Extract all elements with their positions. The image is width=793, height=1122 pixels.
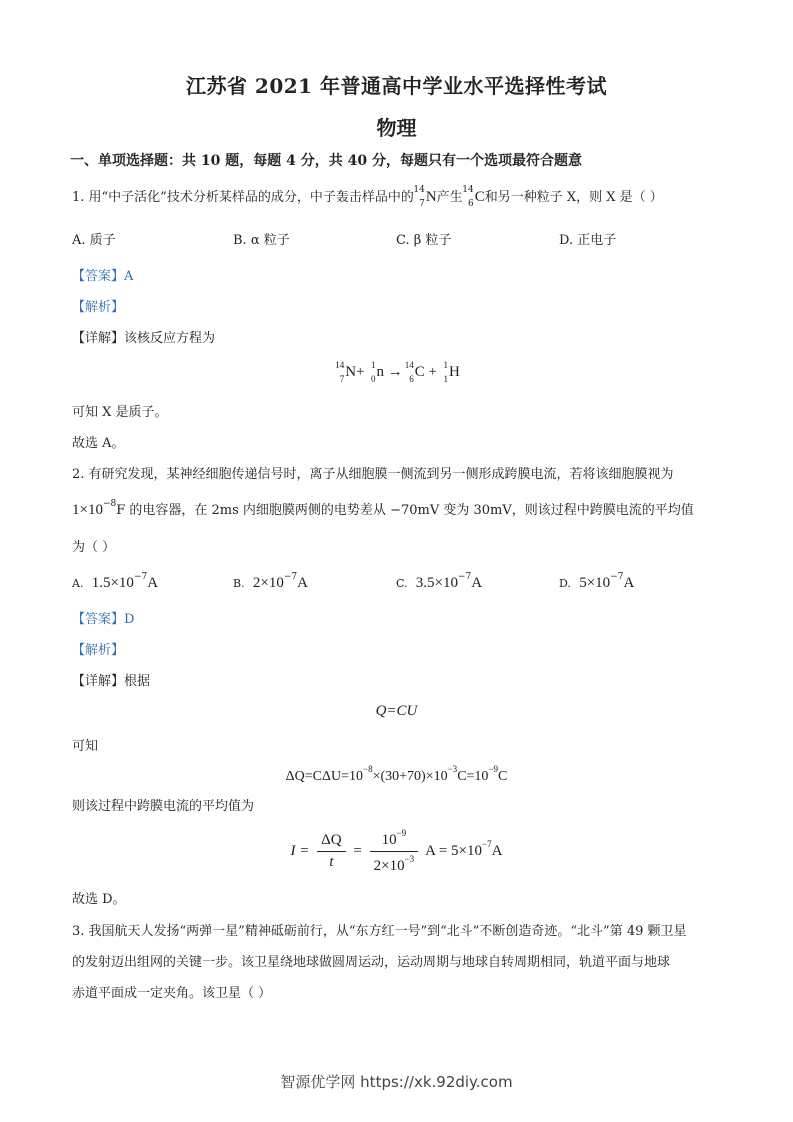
q2-option-b: B. $2\times 10^{-7}A$ [233,572,308,591]
q1-reaction-equation: 14 7 N+ 1 0 n → 14 6 C + 1 1 H [335,360,460,384]
q2-equation-capacitance: Q=CU [375,703,418,719]
q1-option-c: C. β 粒子 [396,233,452,248]
q1-detail: 【详解】该核反应方程为 [72,331,216,346]
q2-option-d: D. $5\times 10^{-7}A$ [559,572,635,591]
q1-choice: 故选 A。 [72,436,125,451]
q1-conclusion: 可知 X 是质子。 [72,405,168,420]
page-title: 江苏省 2021 年普通高中学业水平选择性考试 [185,74,608,98]
q2-detail: 【详解】根据 [72,674,151,689]
q1-analysis-label: 【解析】 [72,300,125,315]
q2-option-c: C. $3.5\times 10^{-7}A$ [396,572,483,591]
q1-stem-text-b: 产生 [436,190,463,205]
subject-title: 物理 [376,116,417,140]
q2-stem-line3: 为（ ） [72,540,116,555]
q2-option-a: A. $1.5\times 10^{-7}A$ [72,572,159,591]
q3-stem-line3: 赤道平面成一定夹角。该卫星（ ） [72,986,272,1001]
q2-analysis-label: 【解析】 [72,643,125,658]
q2-equation-current: I = $\frac{\Delta Q}{t}$ = $\frac{10^{-9}}{2\times 10^{-3}}$ $A = 5\times 10^{-7}A$ [290,828,503,874]
q1-option-a: A. 质子 [72,233,116,248]
q2-choice: 故选 D。 [72,892,126,907]
q2-then: 则该过程中跨膜电流的平均值为 [72,799,255,814]
q1-carbon-isotope: 14 6 [462,185,474,209]
q1-stem-text-a: 1. 用“中子活化”技术分析某样品的成分，中子轰击样品中的 [72,190,414,205]
q1-nitrogen-isotope: 14 7 [413,185,425,209]
q2-answer: 【答案】D [72,612,135,627]
q2-stem-line2: $1\times 10^{-8}F$ 的电容器，在 2ms 内细胞膜两侧的电势差从 −70mV 变为 30mV，则该过程中跨膜电流的平均值 [72,499,694,518]
q1-option-d: D. 正电子 [559,233,617,248]
q1-option-b: B. α 粒子 [233,233,290,248]
q3-stem-line2: 的发射迈出组网的关键一步。该卫星绕地球做圆周运动，运动周期与地球自转周期相同，轨道平面与地球 [72,955,671,970]
q2-stem-line1: 2. 有研究发现，某神经细胞传递信号时，离子从细胞膜一侧流到另一侧形成跨膜电流，若将该细胞膜视为 [72,467,674,482]
q1-answer: 【答案】A [72,269,134,284]
footer-watermark: 智源优学网 https://xk.92diy.com [280,1073,513,1091]
q2-equation-charge: $\Delta Q=C\Delta U=10^{-8}\times(30+70)\times 10^{-3}C=10^{-9}C$ [285,764,508,784]
q3-stem-line1: 3. 我国航天人发扬“两弹一星”精神砥砺前行，从“东方红一号”到“北斗”不断创造奇迹。“北斗”第 49 颗卫星 [72,924,687,939]
section-heading: 一、单项选择题：共 10 题，每题 4 分，共 40 分，每题只有一个选项最符合题意 [70,153,582,169]
q2-know: 可知 [72,739,99,754]
q1-stem-text-c: 和另一种粒子 X，则 X 是（ ） [484,190,663,205]
q1-stem: 1. 用“中子活化”技术分析某样品的成分，中子轰击样品中的 14 7 N产生 14 6 C和另一种粒子 X，则 X 是（ ） [72,185,663,209]
